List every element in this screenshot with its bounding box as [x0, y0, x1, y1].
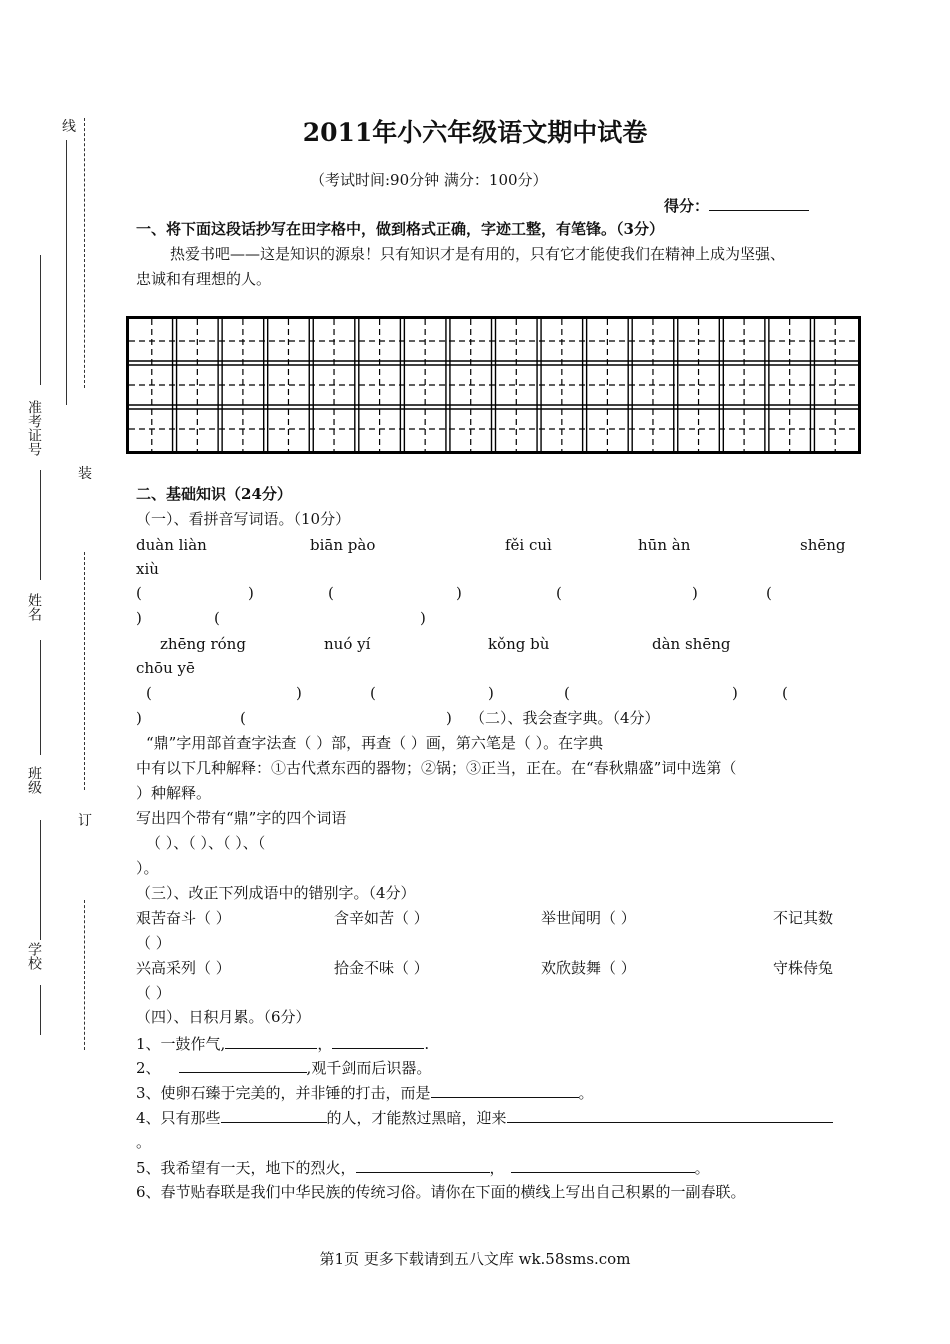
idiom-item[interactable]: 举世闻明（ ） — [541, 909, 636, 927]
section2-heading: 二、基础知识（24分） — [136, 485, 292, 503]
pinyin-item: dàn shēng — [652, 635, 731, 653]
q2-number: 2、 — [136, 1059, 161, 1077]
q1-text: 1、一鼓作气, — [136, 1035, 226, 1053]
pinyin-item: nuó yí — [324, 635, 371, 653]
answer-blank[interactable] — [511, 1158, 695, 1173]
answer-blank[interactable] — [431, 1083, 579, 1098]
answer-blank[interactable] — [225, 1034, 317, 1049]
dict-line: 写出四个带有“鼎”字的四个词语 — [136, 809, 347, 827]
binding-solid-line — [66, 140, 67, 405]
answer-paren-open[interactable]: ( — [564, 684, 570, 702]
school-line — [40, 985, 41, 1035]
score-blank[interactable] — [709, 196, 809, 211]
idiom-item: 守株侍兔 — [773, 959, 834, 977]
answer-blank[interactable] — [332, 1034, 424, 1049]
dict-line: “鼎”字用部首查字法查（ ）部，再查（ ）画，第六笔是（ ）。在字典 — [146, 734, 604, 752]
binding-staple-mark: 订 — [78, 813, 92, 829]
q1-dot: . — [424, 1035, 430, 1053]
pinyin-item: zhēng róng — [160, 635, 246, 653]
section1-passage-line2: 忠诚和有理想的人。 — [136, 270, 272, 288]
q3-period: 。 — [578, 1084, 594, 1102]
answer-paren-close: ) — [296, 684, 302, 702]
side-label-class: 班级 — [26, 766, 42, 794]
q4-wrap: 。 — [136, 1133, 152, 1151]
q2-text: ,观千剑而后识器。 — [306, 1059, 432, 1077]
answer-paren-close: ) — [692, 584, 698, 602]
answer-paren-open[interactable]: ( — [556, 584, 562, 602]
part4-heading: （四）、日积月累。（6分） — [136, 1008, 311, 1026]
idiom-answer[interactable]: （ ） — [136, 934, 171, 952]
idiom-item[interactable]: 兴高采列（ ） — [136, 959, 231, 977]
exam-info: （考试时间:90分钟 满分：100分） — [310, 171, 548, 189]
pinyin-item: biān pào — [310, 536, 376, 554]
answer-paren-close: ) — [136, 709, 142, 727]
answer-paren-close: ) — [248, 584, 254, 602]
pinyin-item: duàn liàn — [136, 536, 207, 554]
score-label: 得分： — [664, 197, 710, 215]
idiom-item[interactable]: 欢欣鼓舞（ ） — [541, 959, 636, 977]
part3-heading: （三）、改正下列成语中的错别字。（4分） — [136, 884, 416, 902]
binding-line-mark: 线 — [62, 119, 76, 135]
recite-q5 — [136, 1158, 710, 1177]
section1-heading: 一、将下面这段话抄写在田字格中，做到格式正确，字迹工整，有笔锋。（3分） — [136, 220, 664, 238]
page-title: 2011年小六年级语文期中试卷 — [302, 118, 648, 147]
pinyin-item: hūn àn — [638, 536, 691, 554]
side-label-school: 学校 — [26, 942, 42, 970]
pinyin-item: shēng — [800, 536, 846, 554]
answer-paren-open[interactable]: ( — [370, 684, 376, 702]
recite-q4 — [136, 1108, 833, 1127]
idiom-item[interactable]: 拾金不味（ ） — [334, 959, 429, 977]
q3-text: 3、使卵石臻于完美的，并非锤的打击，而是 — [136, 1084, 431, 1102]
answer-paren-open[interactable]: ( — [766, 584, 772, 602]
answer-blank[interactable] — [179, 1058, 307, 1073]
idiom-item[interactable]: 艰苦奋斗（ ） — [136, 909, 231, 927]
pinyin-item: kǒng bù — [488, 635, 550, 653]
dict-answer-line[interactable]: （ ）、（ ）、（ ）、（ — [146, 834, 266, 852]
binding-dashed-line — [84, 118, 85, 388]
recite-q2 — [136, 1058, 431, 1077]
answer-paren-open[interactable]: ( — [782, 684, 788, 702]
recite-q3 — [136, 1083, 594, 1102]
side-label-exam-no: 准考证号 — [26, 400, 42, 456]
recite-q6: 6、春节贴春联是我们中华民族的传统习俗。请你在下面的横线上写出自己积累的一副春联。 — [136, 1183, 746, 1201]
binding-dashed-line — [84, 900, 85, 1050]
idiom-item: 不记其数 — [773, 909, 834, 927]
answer-blank[interactable] — [507, 1108, 833, 1123]
part1-heading: （一）、看拼音写词语。（10分） — [136, 510, 351, 528]
q5-comma: ， — [489, 1159, 505, 1177]
answer-paren-close: ) — [488, 684, 494, 702]
binding-dashed-line — [84, 552, 85, 790]
score-field[interactable] — [664, 196, 809, 215]
part2-heading: （二）、我会查字典。（4分） — [470, 709, 660, 727]
idiom-item[interactable]: 含辛如苦（ ） — [334, 909, 429, 927]
dict-line: ）。 — [136, 859, 159, 877]
answer-paren-open[interactable]: ( — [214, 609, 220, 627]
exam-no-line — [40, 255, 41, 385]
name-line — [40, 470, 41, 580]
section1-passage-line1: 热爱书吧——这是知识的源泉！只有知识才是有用的，只有它才能使我们在精神上成为坚强、 — [170, 245, 786, 263]
side-label-name: 姓名 — [26, 593, 42, 621]
q5-period: 。 — [694, 1159, 710, 1177]
q5-text: 5、我希望有一天，地下的烈火， — [136, 1159, 356, 1177]
binding-bind-mark: 装 — [78, 466, 92, 482]
pinyin-item: fěi cuì — [505, 536, 552, 554]
q4-mid: 的人，才能熬过黑暗，迎来 — [326, 1109, 507, 1127]
answer-blank[interactable] — [221, 1108, 327, 1123]
pinyin-item: chōu yē — [136, 659, 195, 677]
answer-paren-open[interactable]: ( — [146, 684, 152, 702]
answer-paren-open[interactable]: ( — [240, 709, 246, 727]
answer-paren-close: ) — [420, 609, 426, 627]
q4-text: 4、只有那些 — [136, 1109, 221, 1127]
answer-paren-close: ) — [456, 584, 462, 602]
answer-paren-close: ) — [446, 709, 452, 727]
page-footer: 第1页 更多下载请到五八文库 wk.58sms.com — [319, 1250, 631, 1268]
q1-comma: ， — [317, 1035, 333, 1053]
answer-paren-close: ) — [732, 684, 738, 702]
idiom-answer[interactable]: （ ） — [136, 984, 171, 1002]
answer-paren-open[interactable]: ( — [136, 584, 142, 602]
answer-paren-open[interactable]: ( — [328, 584, 334, 602]
tianzige-grid-lines — [129, 319, 858, 451]
dict-line: ）种解释。 — [136, 784, 212, 802]
tianzige-grid[interactable] — [126, 316, 861, 454]
class-line — [40, 640, 41, 755]
recite-q1 — [136, 1034, 429, 1053]
answer-blank[interactable] — [356, 1158, 490, 1173]
pinyin-item: xiù — [136, 560, 159, 578]
answer-paren-close: ) — [136, 609, 142, 627]
dict-line: 中有以下几种解释：①古代煮东西的器物；②锅；③正当，正在。在“春秋鼎盛”词中选第（ — [136, 759, 737, 777]
school-line — [40, 820, 41, 940]
